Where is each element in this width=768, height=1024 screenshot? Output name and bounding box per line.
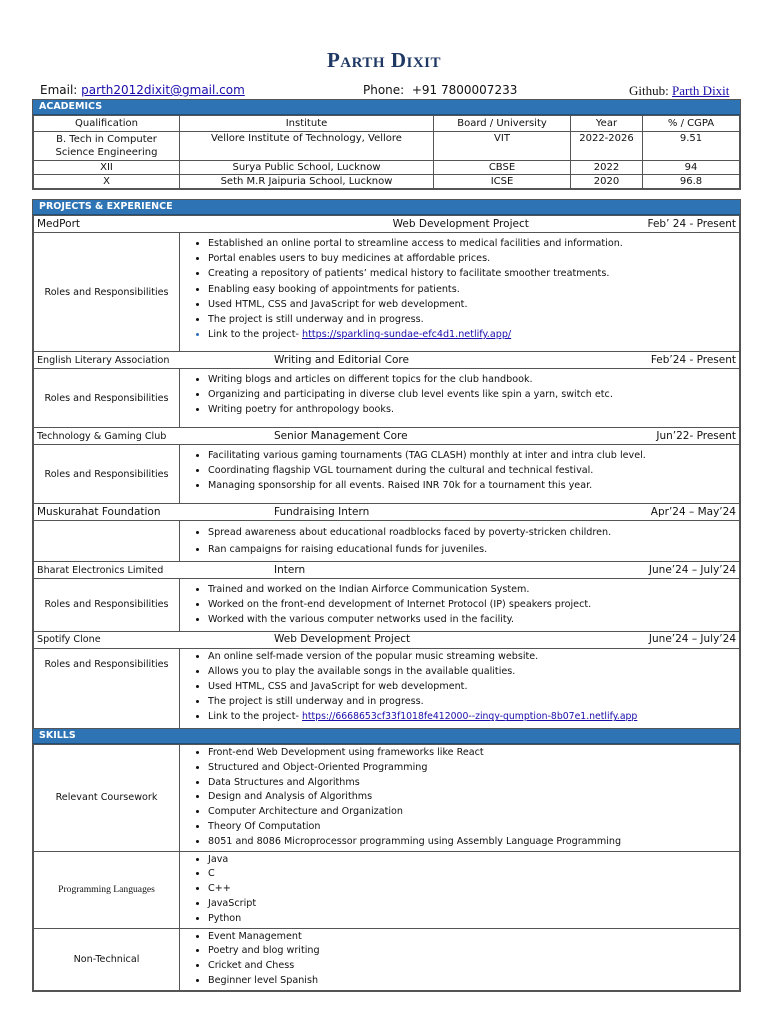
entry-name: MedPort: [37, 217, 80, 230]
email-line: [40, 83, 245, 97]
list-item: • Ran campaigns for raising educational funds for juveniles.: [208, 541, 739, 558]
phone-number: +91 7800007233: [411, 83, 518, 97]
list-item: • Front-end Web Development using frameworks like React: [208, 746, 739, 761]
entry-header-english-literary: [34, 352, 740, 369]
entry-header-medport: [34, 216, 740, 233]
table-cell: XII: [34, 161, 180, 175]
skill-group-label: Programming Languages: [34, 851, 180, 928]
list-item: • Spread awareness about educational roadblocks faced by poverty-stricken children.: [208, 524, 739, 541]
entry-bullets: [180, 233, 740, 352]
list-item: • Enabling easy booking of appointments for patients.: [208, 282, 739, 297]
candidate-name: Parth Dixit: [326, 48, 442, 72]
entry-name: Muskurahat Foundation: [37, 505, 161, 518]
list-item: • Python: [208, 912, 739, 927]
entry-date: Feb’ 24 - Present: [647, 217, 736, 230]
list-item: • Writing blogs and articles on different topics for the club handbook.: [208, 372, 739, 387]
column-header: Institute: [180, 116, 434, 132]
entry-name: Spotify Clone: [37, 634, 101, 646]
roles-label: Roles and Responsibilities: [34, 445, 180, 504]
entry-body-medport: [34, 233, 740, 352]
projects-heading: PROJECTS & EXPERIENCE: [33, 200, 740, 215]
list-item: [208, 709, 739, 724]
list-item: • Established an online portal to streamline access to medical facilities and information.: [208, 236, 739, 251]
column-header: Year: [571, 116, 643, 132]
table-row: [34, 132, 740, 161]
list-item: • An online self-made version of the popular music streaming website.: [208, 649, 739, 664]
column-header: Board / University: [434, 116, 571, 132]
roles-label: Roles and Responsibilities: [34, 648, 180, 733]
entry-name: English Literary Association: [37, 354, 170, 366]
link-prefix: Link to the project-: [208, 329, 299, 341]
list-item: • C++: [208, 882, 739, 897]
list-item: • The project is still underway and in progress.: [208, 312, 739, 327]
list-item: • Managing sponsorship for all events. Raised INR 70k for a tournament this year.: [208, 478, 739, 493]
project-link[interactable]: https://sparkling-sundae-efc4d1.netlify.app/: [302, 329, 512, 341]
entry-body-english-literary: [34, 369, 740, 428]
entry-role: Senior Management Core: [274, 429, 408, 442]
email-label: Email:: [40, 83, 78, 97]
list-item: • Trained and worked on the Indian Airforce Communication System.: [208, 582, 739, 597]
entry-bullets: [180, 445, 740, 504]
list-item: • Event Management: [208, 930, 739, 945]
list-item: • Theory Of Computation: [208, 820, 739, 835]
entry-date: Feb’24 - Present: [650, 353, 736, 366]
list-item: • Computer Architecture and Organization: [208, 805, 739, 820]
entry-date: Jun’22- Present: [656, 429, 736, 442]
skill-list: [180, 928, 740, 990]
table-cell: VIT: [434, 132, 571, 161]
list-item: • Creating a repository of patients’ medical history to facilitate smoother treatments.: [208, 266, 739, 281]
entry-date: June’24 – July’24: [648, 563, 736, 576]
list-item: • Cricket and Chess: [208, 959, 739, 974]
roles-label: Roles and Responsibilities: [34, 233, 180, 352]
entry-bullets: [180, 521, 740, 562]
list-item: • Organizing and participating in diverse club level events like spin a yarn, switch etc.: [208, 387, 739, 402]
academics-section: [32, 99, 741, 190]
list-item: • Writing poetry for anthropology books.: [208, 402, 739, 417]
entry-role: Web Development Project: [392, 217, 529, 230]
roles-label: Roles and Responsibilities: [34, 579, 180, 632]
table-row: [34, 161, 740, 175]
table-cell: CBSE: [434, 161, 571, 175]
entry-bullets: [180, 579, 740, 632]
table-cell: 9.51: [643, 132, 740, 161]
list-item: • Allows you to play the available songs in the available qualities.: [208, 664, 739, 679]
list-item: • Design and Analysis of Algorithms: [208, 790, 739, 805]
list-item: • JavaScript: [208, 897, 739, 912]
column-header: % / CGPA: [643, 116, 740, 132]
project-link[interactable]: https://6668653cf33f1018fe412000--zingy-gumption-8b07e1.netlify.app: [302, 711, 638, 723]
table-cell: 2020: [571, 175, 643, 189]
table-cell: 2022-2026: [571, 132, 643, 161]
academics-heading: ACADEMICS: [33, 100, 740, 115]
phone-label: Phone:: [363, 83, 405, 97]
entry-body-muskurahat: [34, 521, 740, 562]
entry-body-tech-gaming: [34, 445, 740, 504]
github-link[interactable]: Parth Dixit: [671, 83, 730, 98]
table-cell: ICSE: [434, 175, 571, 189]
entry-name: Bharat Electronics Limited: [37, 564, 164, 576]
skills-row-nontechnical: [34, 928, 740, 990]
list-item: [208, 327, 739, 342]
list-item: • Structured and Object-Oriented Programming: [208, 761, 739, 776]
list-item: • Worked on the front-end development of Internet Protocol (IP) speakers project.: [208, 597, 739, 612]
skill-list: [180, 745, 740, 852]
table-cell: Surya Public School, Lucknow: [180, 161, 434, 175]
list-item: • The project is still underway and in progress.: [208, 694, 739, 709]
entry-name: Technology & Gaming Club: [37, 430, 167, 442]
projects-section: [32, 199, 741, 735]
email-link[interactable]: parth2012dixit@gmail.com: [81, 83, 245, 97]
list-item: • Used HTML, CSS and JavaScript for web development.: [208, 297, 739, 312]
entry-header-bel: [34, 562, 740, 579]
skills-row-languages: [34, 851, 740, 928]
list-item: • Data Structures and Algorithms: [208, 776, 739, 791]
entry-role: Fundraising Intern: [274, 505, 370, 518]
list-item: • Worked with the various computer networks used in the facility.: [208, 612, 739, 627]
entry-role: Intern: [274, 563, 306, 576]
table-cell: 94: [643, 161, 740, 175]
table-cell: 2022: [571, 161, 643, 175]
skills-section: [32, 728, 741, 992]
academics-header-row: [34, 116, 740, 132]
skill-group-label: Non-Technical: [34, 928, 180, 990]
entry-body-spotify: [34, 648, 740, 733]
list-item: • 8051 and 8086 Microprocessor programming using Assembly Language Programming: [208, 835, 739, 850]
skills-heading: SKILLS: [33, 729, 740, 744]
academics-table: [33, 115, 740, 189]
entry-date: June’24 – July’24: [648, 633, 736, 646]
list-item: • Portal enables users to buy medicines at affordable prices.: [208, 251, 739, 266]
entry-bullets: [180, 648, 740, 733]
skills-row-coursework: [34, 745, 740, 852]
projects-table: [33, 215, 740, 734]
empty-role-cell: [34, 521, 180, 562]
table-cell: Seth M.R Jaipuria School, Lucknow: [180, 175, 434, 189]
entry-header-muskurahat: [34, 504, 740, 521]
entry-role: Writing and Editorial Core: [274, 353, 409, 366]
skills-table: [33, 744, 740, 991]
table-cell: 96.8: [643, 175, 740, 189]
link-prefix: Link to the project-: [208, 711, 299, 723]
list-item: • Beginner level Spanish: [208, 974, 739, 989]
entry-date: Apr’24 – May’24: [650, 505, 736, 518]
entry-header-spotify: [34, 631, 740, 648]
entry-body-bel: [34, 579, 740, 632]
entry-role: Web Development Project: [274, 633, 411, 646]
list-item: • Facilitating various gaming tournaments (TAG CLASH) monthly at inter and intra club level.: [208, 448, 739, 463]
entry-bullets: [180, 369, 740, 428]
list-item: • Coordinating flagship VGL tournament during the cultural and technical festival.: [208, 463, 739, 478]
list-item: • C: [208, 867, 739, 882]
github-line: [629, 83, 729, 99]
list-item: • Used HTML, CSS and JavaScript for web development.: [208, 679, 739, 694]
skill-group-label: Relevant Coursework: [34, 745, 180, 852]
roles-label: Roles and Responsibilities: [34, 369, 180, 428]
list-item: • Java: [208, 853, 739, 868]
phone-line: [363, 83, 517, 97]
list-item: • Poetry and blog writing: [208, 944, 739, 959]
entry-header-tech-gaming: [34, 428, 740, 445]
skill-list: [180, 851, 740, 928]
github-label: Github:: [629, 83, 669, 98]
table-cell: X: [34, 175, 180, 189]
table-row: [34, 175, 740, 189]
column-header: Qualification: [34, 116, 180, 132]
table-cell: Vellore Institute of Technology, Vellore: [180, 132, 434, 161]
table-cell: B. Tech in Computer Science Engineering: [34, 132, 180, 161]
